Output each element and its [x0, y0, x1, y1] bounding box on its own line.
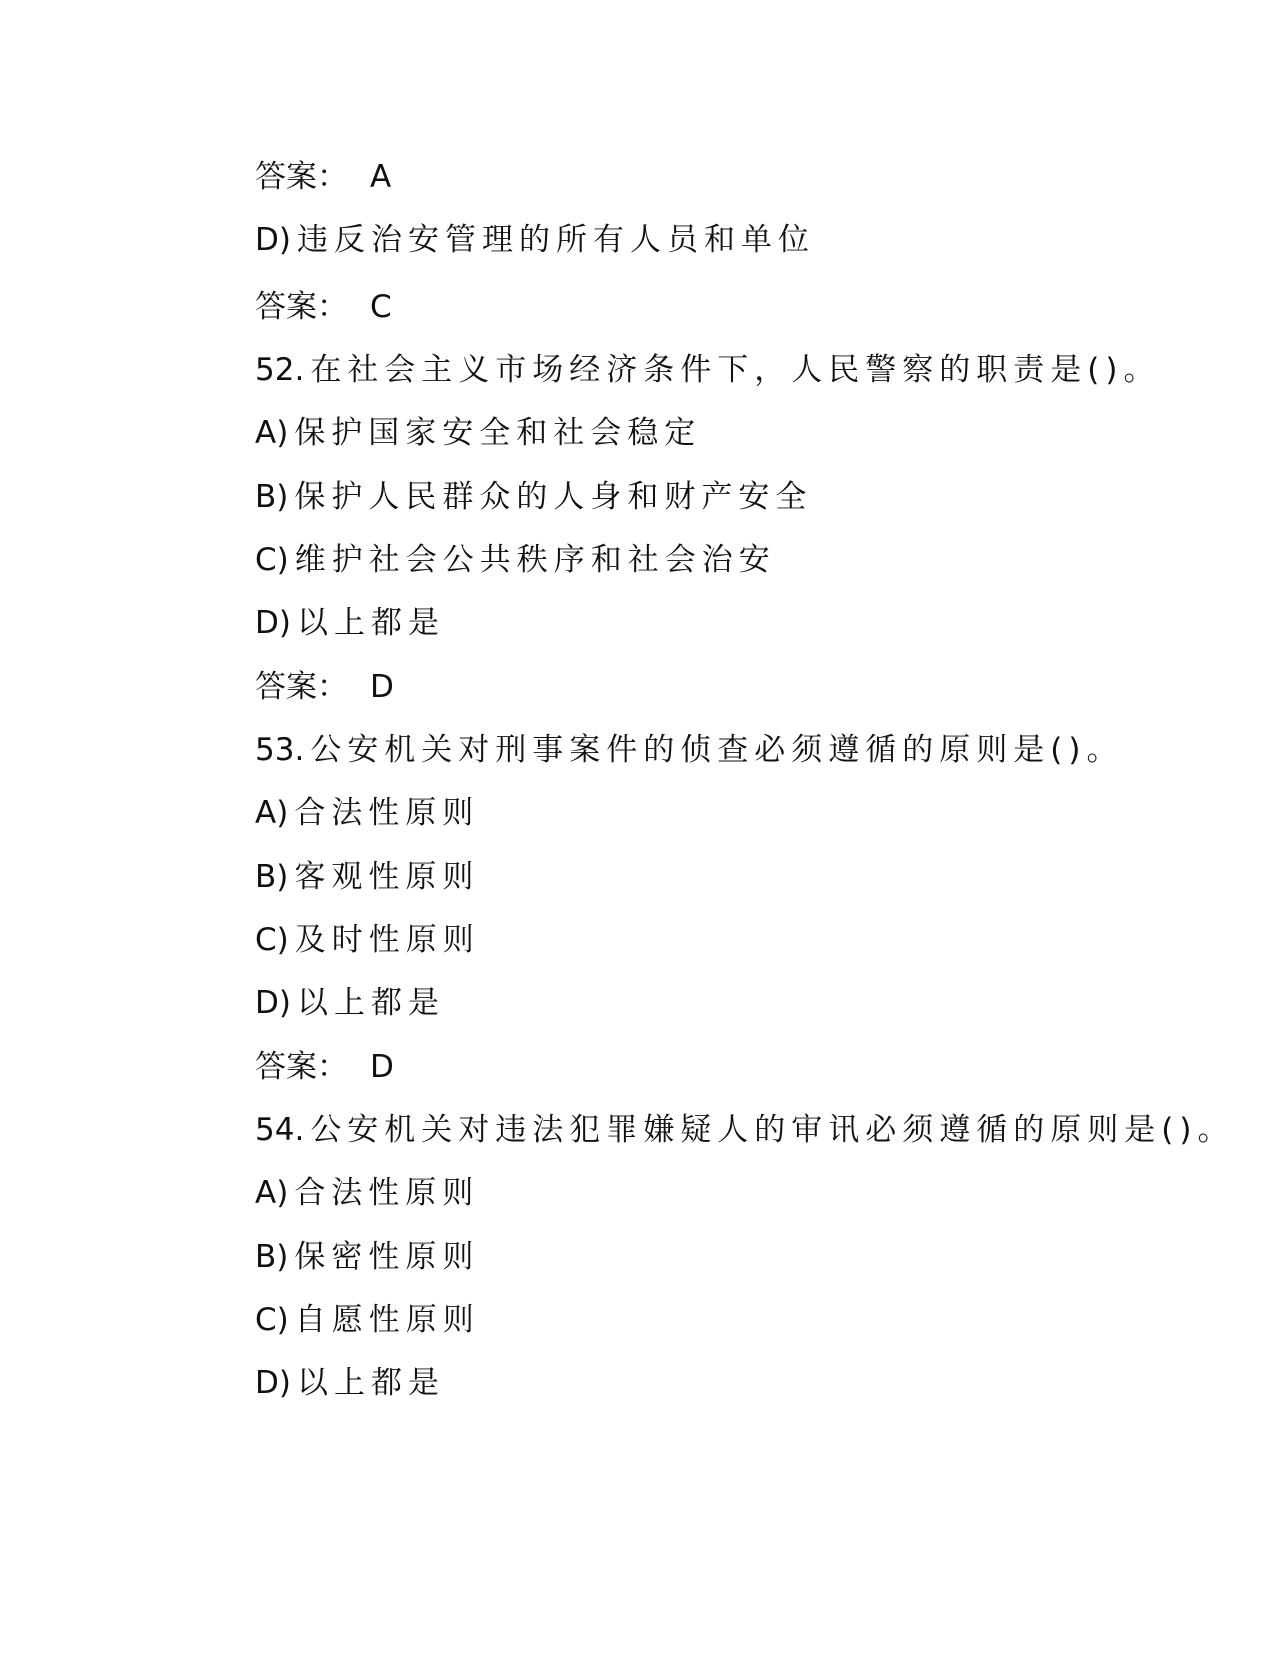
- option-line: [255, 540, 776, 580]
- answer-label: 答案：: [255, 669, 348, 705]
- question-line: [255, 350, 1161, 390]
- option-prefix: D): [255, 985, 291, 1021]
- option-line: [255, 477, 812, 517]
- option-line: [255, 1173, 479, 1213]
- option-text: 保密性原则: [294, 1239, 480, 1275]
- option-text: 以上都是: [296, 985, 445, 1021]
- option-line: [255, 413, 701, 453]
- option-prefix: D): [255, 605, 291, 641]
- answer-line: [255, 287, 392, 327]
- option-line: [255, 920, 480, 960]
- option-line: [255, 1363, 445, 1403]
- option-prefix: A): [255, 795, 289, 831]
- option-text: 违反治安管理的所有人员和单位: [296, 222, 815, 258]
- question-text: 在社会主义市场经济条件下，人民警察的职责是()。: [310, 352, 1161, 388]
- option-prefix: B): [255, 859, 289, 895]
- answer-value: D: [370, 669, 394, 705]
- option-text: 合法性原则: [294, 795, 480, 831]
- option-prefix: A): [255, 1175, 289, 1211]
- option-line: [255, 857, 479, 897]
- option-line: [255, 793, 479, 833]
- option-text: 以上都是: [296, 1365, 445, 1401]
- question-number: 53.: [255, 732, 305, 768]
- option-text: 以上都是: [296, 605, 445, 641]
- question-text: 公安机关对违法犯罪嫌疑人的审讯必须遵循的原则是()。: [310, 1112, 1235, 1148]
- answer-line: [255, 667, 394, 707]
- answer-line: [255, 157, 391, 197]
- option-prefix: C): [255, 1302, 289, 1338]
- option-prefix: C): [255, 542, 289, 578]
- option-text: 维护社会公共秩序和社会治安: [294, 542, 776, 578]
- answer-value: D: [370, 1049, 394, 1085]
- option-text: 自愿性原则: [294, 1302, 480, 1338]
- option-line: [255, 983, 445, 1023]
- option-text: 客观性原则: [294, 859, 480, 895]
- answer-label: 答案：: [255, 159, 348, 195]
- option-prefix: D): [255, 222, 291, 258]
- question-number: 52.: [255, 352, 305, 388]
- option-prefix: B): [255, 1239, 289, 1275]
- option-text: 保护人民群众的人身和财产安全: [294, 479, 813, 515]
- answer-label: 答案：: [255, 289, 348, 325]
- question-line: [255, 730, 1124, 770]
- option-line: [255, 1300, 480, 1340]
- option-line: [255, 220, 815, 260]
- option-line: [255, 603, 445, 643]
- option-prefix: B): [255, 479, 289, 515]
- option-text: 及时性原则: [294, 922, 480, 958]
- question-text: 公安机关对刑事案件的侦查必须遵循的原则是()。: [310, 732, 1124, 768]
- option-text: 合法性原则: [294, 1175, 480, 1211]
- question-line: [255, 1110, 1235, 1150]
- answer-value: A: [370, 159, 392, 195]
- option-prefix: C): [255, 922, 289, 958]
- option-prefix: A): [255, 415, 289, 451]
- answer-value: C: [370, 289, 392, 325]
- option-prefix: D): [255, 1365, 291, 1401]
- answer-line: [255, 1047, 394, 1087]
- answer-label: 答案：: [255, 1049, 348, 1085]
- option-line: [255, 1237, 479, 1277]
- question-number: 54.: [255, 1112, 305, 1148]
- option-text: 保护国家安全和社会稳定: [294, 415, 702, 451]
